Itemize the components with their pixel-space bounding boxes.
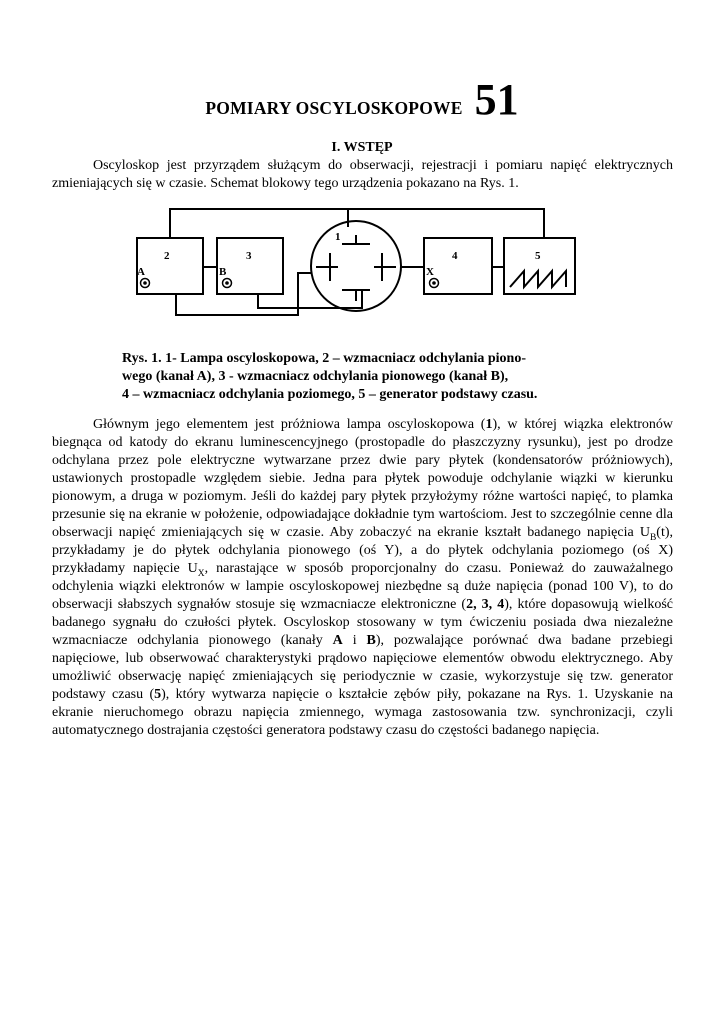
section-heading: I. WSTĘP <box>331 140 393 155</box>
block-4 <box>424 238 492 294</box>
caption-line-1: Rys. 1. 1- Lampa oscyloskopowa, 2 – wzmacniacz odchylania piono- <box>122 351 526 366</box>
intro-paragraph <box>52 157 673 193</box>
page-title <box>0 75 724 124</box>
connector-icons <box>141 279 439 288</box>
title-text: POMIARY OSCYLOSKOPOWE <box>205 98 463 118</box>
sawtooth-icon <box>510 271 566 287</box>
lamp-plates <box>316 235 396 301</box>
body-paragraph: Głównym jego elementem jest próżniowa lampa oscyloskopowa (1), w której wiązka elektronów biegnąca od katody do ekranu luminescencyjnego (prostopadle do płaszczyzny rysunku), jest po drodze odchylana przez pole elektryczne wytwarzane przez dwie pary płytek (kondensatorów próżniowych), ustawionych prostopadle względem siebie. Jedna para płytek powoduje odchylanie wiązki w kierunku pionowym, a druga w poziomym. Jeśli do każdej pary płytek przyłożymy różne wartości napięć, to plamka przesunie się na ekranie w położenie, odpowiadające dokładnie tym wartościom. Jest to szczególnie cenne dla obserwacji napięć zmieniających się w czasie. Aby zobaczyć na ekranie kształt badanego napięcia $U_B(t)$, przykładamy je do płytek odchylania pionowego (oś Y), a do płytek odchylania poziomego (oś X) przykładamy napięcie $U_X$, narastające w sposób proporcjonalny do czasu. Ponieważ do zauważalnego odchylenia wiązki elektronów w lampie oscyloskopowej niezbędne są duże napięcia (ponad 100 V), to do obserwacji słabszych sygnałów stosuje się wzmacniacze elektroniczne (2, 3, 4), które dopasowują wielkość badanego sygnału do czułości płytek. Oscyloskop stosowany w tym ćwiczeniu posiada dwa niezależne wzmacniacze odchylania pionowego (kanały A i B), pozwalające porównać dwa badane przebiegi napięciowe, lub obserwować charakterystyki prądowo napięciowe elementów obwodu elektrycznego. Aby umożliwić obserwację napięć zmieniających się periodycznie w czasie, wykorzystuje się tzw. generator podstawy czasu (5), który wytwarza napięcie o kształcie zębów piły, pokazane na Rys. 1. Uzyskanie na ekranie nieruchomego obrazu napięcia zmiennego, wymaga zastosowania tzw. synchronizacji, czyli automatycznego dostrajania częstości generatora podstawy czasu do częstości badanego napięcia. <box>52 417 674 738</box>
block-4-number: 4 <box>452 250 458 262</box>
wire-top <box>170 209 544 238</box>
block-2-number: 2 <box>164 250 170 262</box>
block-4-channel: X <box>426 266 434 278</box>
block-2 <box>137 238 203 294</box>
block-5-number: 5 <box>535 250 541 262</box>
lamp-label: 1 <box>335 231 341 243</box>
block-3 <box>217 238 283 294</box>
exercise-number: 51 <box>474 75 519 124</box>
block-3-number: 3 <box>246 250 252 262</box>
figure-caption <box>122 350 602 404</box>
caption-line-3: 4 – wzmacniacz odchylania poziomego, 5 – generator podstawy czasu. <box>122 387 538 402</box>
block-3-channel: B <box>219 266 227 278</box>
block-diagram <box>130 205 590 325</box>
caption-line-2: wego (kanał A), 3 - wzmacniacz odchylania pionowego (kanał B), <box>122 369 509 384</box>
intro-text: Oscyloskop jest przyrządem służącym do obserwacji, rejestracji i pomiaru napięć elektrycznych zmieniających się w czasie. Schemat blokowy tego urządzenia pokazano na Rys. 1. <box>52 158 673 191</box>
block-2-channel: A <box>137 266 145 278</box>
